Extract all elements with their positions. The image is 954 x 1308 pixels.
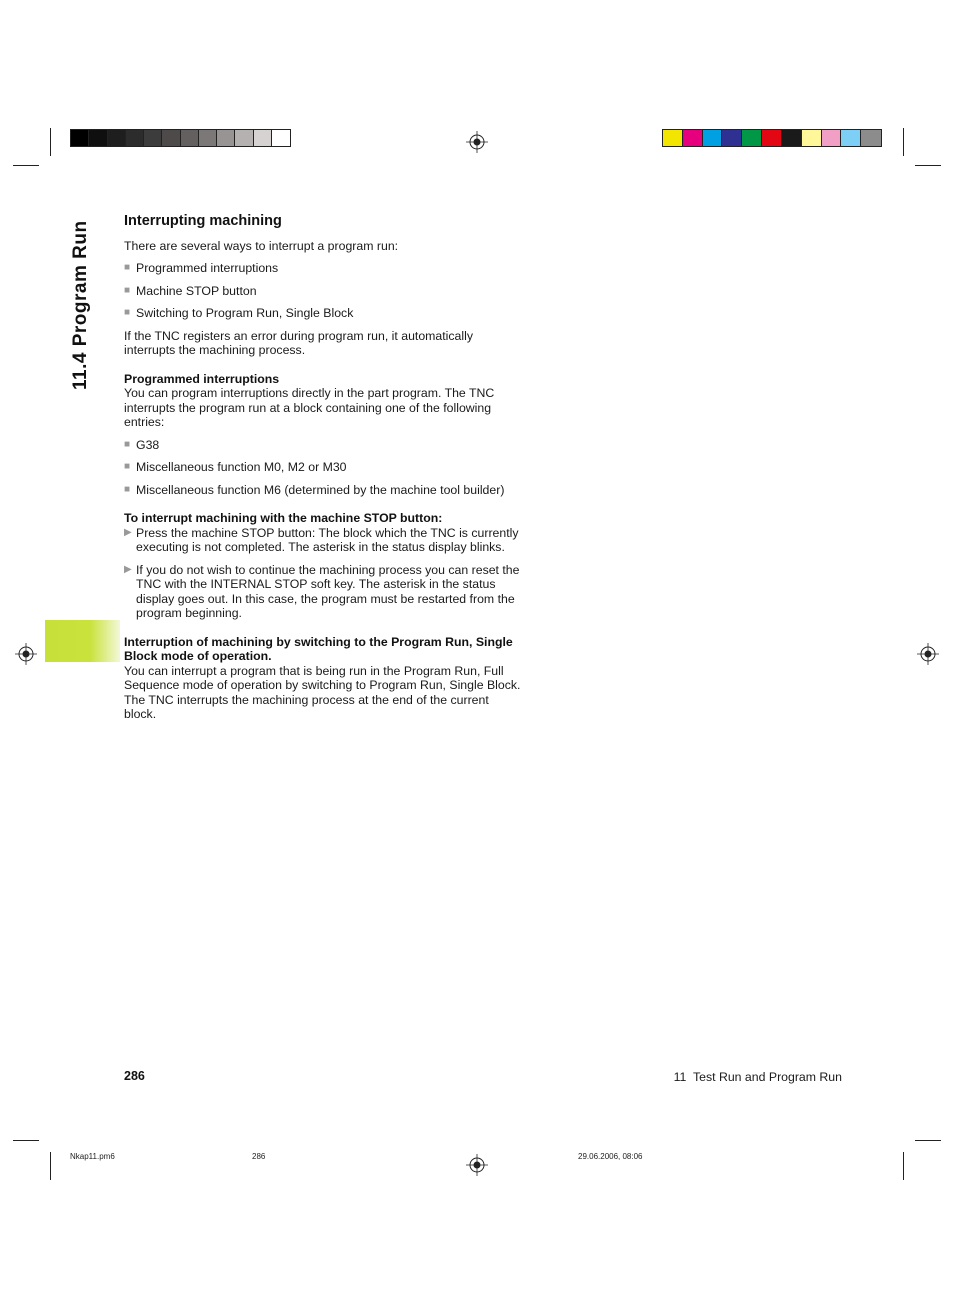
process-swatch [762, 130, 782, 146]
grayscale-color-bar [70, 129, 291, 147]
print-date: 29.06.2006, 08:06 [578, 1152, 643, 1161]
chapter-tab-marker [45, 620, 120, 662]
programmed-heading: Programmed interruptions [124, 371, 280, 386]
square-bullet-icon: ■ [124, 307, 131, 318]
grayscale-swatch [108, 130, 126, 146]
list-item: ■ Programmed interruptions [124, 261, 279, 275]
single-block-heading: Interruption of machining by switching to the Program Run, Single Block mode of operation. [124, 634, 513, 663]
square-bullet-icon: ■ [124, 461, 131, 472]
registration-mark-bottom-icon [466, 1154, 488, 1176]
single-block-text: You can interrupt a program that is being run in the Program Run, Full Sequence mode of operation by switching to Program Run, Single Block. The TNC interrupts the machining process at the end of the current block. [124, 663, 521, 721]
list-item: ■ Miscellaneous function M6 (determined by the machine tool builder) [124, 482, 505, 497]
crop-mark-tl-v [50, 128, 51, 156]
crop-mark-bl-v [50, 1152, 51, 1180]
grayscale-swatch [254, 130, 272, 146]
grayscale-swatch [126, 130, 144, 146]
error-note: If the TNC registers an error during program run, it automatically interrupts the machining process. [124, 328, 474, 357]
crop-mark-tr-v [903, 128, 904, 156]
square-bullet-icon: ■ [124, 262, 131, 273]
arrow-bullet-icon: ▶ [124, 526, 132, 538]
process-swatch [703, 130, 723, 146]
process-color-bar [662, 129, 882, 147]
list-item: ■ G38 [124, 437, 160, 452]
process-swatch [742, 130, 762, 146]
process-swatch [841, 130, 861, 146]
step-item: ▶ If you do not wish to continue the machining process you can reset the TNC with the INTERNAL STOP soft key. The asterisk in the status display goes out. In this case, the program must be restarted from the program beginning. [124, 562, 520, 620]
page-number: 286 [124, 1069, 145, 1083]
registration-mark-right-icon [917, 643, 939, 665]
grayscale-swatch [217, 130, 235, 146]
process-swatch [663, 130, 683, 146]
arrow-bullet-icon: ▶ [124, 563, 132, 575]
intro-text: There are several ways to interrupt a program run: [124, 238, 399, 253]
crop-mark-tr-h [915, 165, 941, 166]
grayscale-swatch [71, 130, 89, 146]
main-content [124, 214, 524, 722]
stop-button-heading: To interrupt machining with the machine STOP button: [124, 511, 443, 525]
chapter-footer: 11 Test Run and Program Run [673, 1070, 842, 1084]
grayscale-swatch [144, 130, 162, 146]
process-swatch [802, 130, 822, 146]
process-swatch [782, 130, 802, 146]
grayscale-swatch [272, 130, 290, 146]
print-file-name: Nkap11.pm6 [70, 1152, 115, 1161]
process-swatch [861, 130, 881, 146]
square-bullet-icon: ■ [124, 284, 131, 296]
list-item: ■ Machine STOP button [124, 283, 257, 298]
grayscale-swatch [235, 130, 253, 146]
crop-mark-tl-h [13, 165, 39, 166]
chapter-side-title: 11.4 Program Run [70, 220, 91, 390]
process-swatch [822, 130, 842, 146]
list-item: ■ Miscellaneous function M0, M2 or M30 [124, 460, 347, 474]
grayscale-swatch [181, 130, 199, 146]
square-bullet-icon: ■ [124, 483, 131, 495]
registration-mark-top-icon [466, 131, 488, 153]
registration-mark-left-icon [15, 643, 37, 665]
section-heading: Interrupting machining [124, 213, 282, 229]
process-swatch [683, 130, 703, 146]
programmed-text: You can program interruptions directly in the part program. The TNC interrupts the program run at a block containing one of the following entries: [124, 386, 495, 429]
crop-mark-bl-h [13, 1140, 39, 1141]
list-item: ■ Switching to Program Run, Single Block [124, 306, 354, 320]
crop-mark-br-v [903, 1152, 904, 1180]
grayscale-swatch [162, 130, 180, 146]
square-bullet-icon: ■ [124, 438, 131, 450]
step-item: ▶ Press the machine STOP button: The block which the TNC is currently executing is not completed. The asterisk in the status display blinks. [124, 525, 519, 554]
print-page-number: 286 [252, 1152, 266, 1161]
crop-mark-br-h [915, 1140, 941, 1141]
grayscale-swatch [199, 130, 217, 146]
grayscale-swatch [89, 130, 107, 146]
process-swatch [722, 130, 742, 146]
